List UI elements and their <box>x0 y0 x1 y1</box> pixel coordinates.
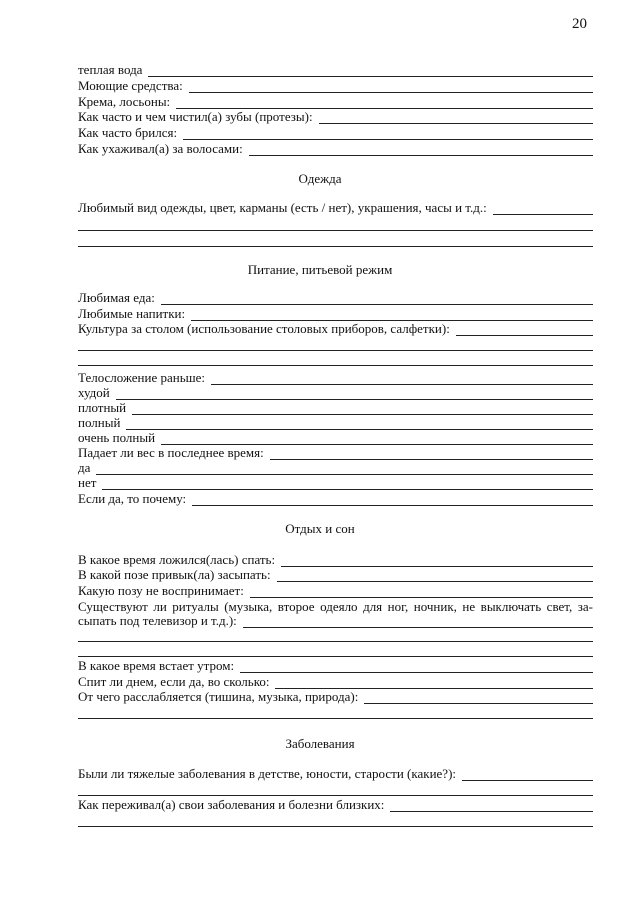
label-relax: От чего расслабляется (тишина, музыка, природа): <box>78 689 359 704</box>
answer-line[interactable] <box>192 494 593 506</box>
field-bedtime[interactable] <box>78 553 593 567</box>
answer-line[interactable] <box>462 769 593 781</box>
label-very-full: очень полный <box>78 430 156 445</box>
answer-line[interactable] <box>189 81 593 93</box>
label-if-yes: Если да, то почему: <box>78 491 187 506</box>
field-dense[interactable] <box>78 401 593 415</box>
answer-line[interactable] <box>78 230 593 231</box>
field-if-yes[interactable] <box>78 492 593 506</box>
field-rituals <box>78 599 593 614</box>
answer-line[interactable] <box>78 718 593 719</box>
field-shave[interactable] <box>78 126 593 140</box>
label-no: нет <box>78 475 97 490</box>
field-thin[interactable] <box>78 386 593 400</box>
label-dense: плотный <box>78 400 127 415</box>
answer-line[interactable] <box>277 570 593 582</box>
answer-line[interactable] <box>456 324 593 336</box>
label-rituals-line1: Существуют ли ритуалы (музыка, второе одеяло для ног, ночник, не выключать свет, за- <box>78 599 593 614</box>
answer-line[interactable] <box>211 373 593 385</box>
field-warm-water[interactable] <box>78 63 593 77</box>
answer-line[interactable] <box>390 800 593 812</box>
answer-line[interactable] <box>493 203 593 215</box>
answer-line[interactable] <box>191 309 593 321</box>
label-table-culture: Культура за столом (использование столовых приборов, салфетки): <box>78 321 450 336</box>
answer-line[interactable] <box>78 350 593 351</box>
section-title-rest: Отдых и сон <box>285 521 355 536</box>
section-title-nutrition: Питание, питьевой режим <box>247 262 393 277</box>
label-warm-water: теплая вода <box>78 62 143 77</box>
answer-line[interactable] <box>176 97 593 109</box>
label-teeth: Как часто и чем чистил(а) зубы (протезы): <box>78 109 313 124</box>
field-relax[interactable] <box>78 690 593 704</box>
field-table-culture[interactable] <box>78 322 593 336</box>
answer-line[interactable] <box>364 692 593 704</box>
label-clothing: Любимый вид одежды, цвет, карманы (есть / нет), украшения, часы и т.д.: <box>78 200 487 215</box>
answer-line[interactable] <box>78 826 593 827</box>
answer-line[interactable] <box>96 463 593 475</box>
label-bedtime: В какое время ложился(лась) спать: <box>78 552 276 567</box>
answer-line[interactable] <box>78 641 593 642</box>
field-food[interactable] <box>78 291 593 305</box>
label-food: Любимая еда: <box>78 290 155 305</box>
answer-line[interactable] <box>78 656 593 657</box>
label-bad-pose: Какую позу не воспринимает: <box>78 583 244 598</box>
section-title-clothing: Одежда <box>298 171 342 186</box>
field-rituals-answer[interactable] <box>78 614 593 628</box>
label-weight-loss: Падает ли вес в последнее время: <box>78 445 264 460</box>
label-yes: да <box>78 460 91 475</box>
field-hair[interactable] <box>78 142 593 156</box>
answer-line[interactable] <box>78 365 593 366</box>
answer-line[interactable] <box>102 478 593 490</box>
section-title-illness: Заболевания <box>285 736 355 751</box>
label-thin: худой <box>78 385 110 400</box>
answer-line[interactable] <box>161 293 593 305</box>
field-coping[interactable] <box>78 798 593 812</box>
label-hair: Как ухаживал(а) за волосами: <box>78 141 243 156</box>
field-teeth[interactable] <box>78 110 593 124</box>
answer-line[interactable] <box>132 403 593 415</box>
field-weight-loss[interactable] <box>78 446 593 460</box>
label-serious-illness: Были ли тяжелые заболевания в детстве, юности, старости (какие?): <box>78 766 457 781</box>
answer-line[interactable] <box>116 388 593 400</box>
label-detergents: Моющие средства: <box>78 78 183 93</box>
page-number: 20 <box>572 16 587 32</box>
label-rituals-line2: сыпать под телевизор и т.д.): <box>78 613 237 628</box>
answer-line[interactable] <box>183 128 593 140</box>
answer-line[interactable] <box>243 616 593 628</box>
label-coping: Как переживал(а) свои заболевания и болезни близких: <box>78 797 385 812</box>
answer-line[interactable] <box>78 246 593 247</box>
label-build-before: Телосложение раньше: <box>78 370 206 385</box>
label-day-sleep: Спит ли днем, если да, во сколько: <box>78 674 270 689</box>
answer-line[interactable] <box>240 661 593 673</box>
label-creams: Крема, лосьоны: <box>78 94 171 109</box>
field-day-sleep[interactable] <box>78 675 593 689</box>
field-bad-pose[interactable] <box>78 584 593 598</box>
label-wake-time: В какое время встает утром: <box>78 658 235 673</box>
label-shave: Как часто брился: <box>78 125 178 140</box>
field-very-full[interactable] <box>78 431 593 445</box>
field-creams[interactable] <box>78 95 593 109</box>
label-drinks: Любимые напитки: <box>78 306 186 321</box>
field-yes[interactable] <box>78 461 593 475</box>
field-wake-time[interactable] <box>78 659 593 673</box>
answer-line[interactable] <box>281 555 593 567</box>
field-drinks[interactable] <box>78 307 593 321</box>
answer-line[interactable] <box>275 677 593 689</box>
answer-line[interactable] <box>161 433 593 445</box>
answer-line[interactable] <box>126 418 593 430</box>
field-no[interactable] <box>78 476 593 490</box>
answer-line[interactable] <box>249 144 593 156</box>
answer-line[interactable] <box>78 795 593 796</box>
field-detergents[interactable] <box>78 79 593 93</box>
field-full[interactable] <box>78 416 593 430</box>
field-clothing[interactable] <box>78 201 593 215</box>
answer-line[interactable] <box>319 112 593 124</box>
field-sleep-pose[interactable] <box>78 568 593 582</box>
field-serious-illness[interactable] <box>78 767 593 781</box>
field-build-before[interactable] <box>78 371 593 385</box>
answer-line[interactable] <box>270 448 593 460</box>
label-full: полный <box>78 415 121 430</box>
answer-line[interactable] <box>148 65 593 77</box>
label-sleep-pose: В какой позе привык(ла) засыпать: <box>78 567 271 582</box>
answer-line[interactable] <box>250 586 593 598</box>
